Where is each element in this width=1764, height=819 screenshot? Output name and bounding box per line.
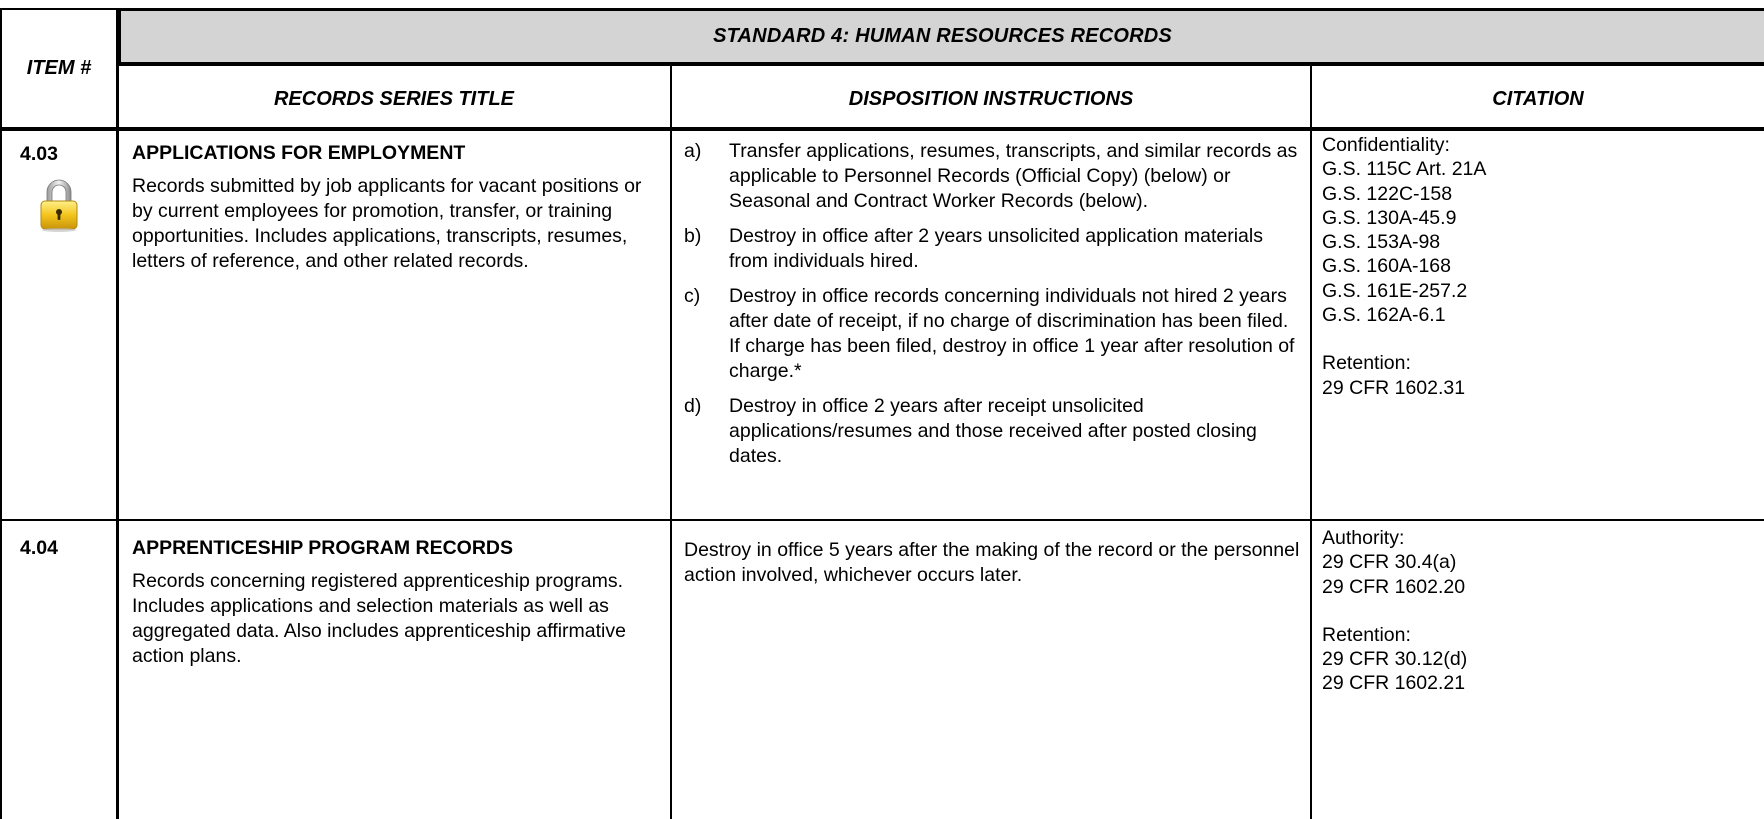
disposition-item: [684, 284, 1304, 384]
item-number: 4.03: [20, 143, 58, 165]
citation-line: 29 CFR 30.12(d): [1322, 648, 1468, 671]
citation-line: G.S. 162A-6.1: [1322, 304, 1446, 327]
records-series-cell: [132, 141, 660, 274]
column-divider: [1310, 66, 1312, 819]
citation-header: CITATION: [1492, 87, 1584, 110]
records-series-title-header: RECORDS SERIES TITLE: [273, 87, 515, 110]
disposition-letter: d): [684, 395, 702, 417]
table-border-top: [0, 8, 118, 10]
item-number: 4.04: [20, 537, 58, 559]
citation-label: Retention:: [1322, 623, 1411, 646]
disposition-item: [684, 224, 1304, 274]
citation-line: G.S. 161E-257.2: [1322, 279, 1468, 302]
disposition-text: Destroy in office records concerning individuals not hired 2 years after date of receipt, if no charge of discrimination has been filed. If charge has been filed, destroy in office 1 year after resolution of charge.*: [729, 285, 1295, 382]
citation-line: G.S. 153A-98: [1322, 231, 1441, 254]
citation-line: G.S. 130A-45.9: [1322, 206, 1457, 229]
citation-label: Authority:: [1322, 527, 1405, 549]
disposition-text: Transfer applications, resumes, transcripts, and similar records as applicable to Personnel Records (Official Copy) (below) or Seasonal and Contract Worker Records (below).: [729, 140, 1298, 212]
citation-line: 29 CFR 30.4(a): [1322, 551, 1457, 574]
row-divider: [0, 519, 1764, 521]
disposition-instructions-cell: [684, 139, 1304, 479]
disposition-letter: c): [684, 285, 701, 307]
citation-cell: [1322, 133, 1758, 400]
citation-line: G.S. 122C-158: [1322, 182, 1453, 205]
disposition-letter: a): [684, 140, 702, 162]
disposition-instructions-header: DISPOSITION INSTRUCTIONS: [848, 87, 1134, 110]
records-series-description: Records concerning registered apprenticeship programs. Includes applications and selection materials as well as aggregated data. Also includes apprenticeship affirmative action plans.: [132, 570, 626, 667]
column-divider: [670, 66, 672, 819]
disposition-item: [684, 394, 1304, 469]
standard-title: STANDARD 4: HUMAN RESOURCES RECORDS: [713, 25, 1172, 47]
citation-line: G.S. 115C Art. 21A: [1322, 158, 1487, 181]
citation-cell: [1322, 526, 1758, 696]
item-number-header: ITEM #: [26, 56, 92, 79]
records-series-description: Records submitted by job applicants for vacant positions or by current employees for promotion, transfer, or training opportunities. Includes applications, transcripts, resumes, letters of reference, and other related records.: [132, 175, 642, 272]
records-series-cell: [132, 536, 660, 669]
standard-header: [118, 8, 1764, 66]
lock-icon: [38, 176, 80, 232]
disposition-text: Destroy in office after 2 years unsolicited application materials from individuals hired.: [729, 225, 1263, 272]
disposition-instructions-cell: [684, 538, 1304, 588]
disposition-item: [684, 139, 1304, 214]
citation-line: 29 CFR 1602.21: [1322, 672, 1466, 695]
citation-line: 29 CFR 1602.31: [1322, 376, 1466, 399]
disposition-text: Destroy in office 2 years after receipt unsolicited applications/resumes and those received after posted closing dates.: [729, 395, 1257, 467]
disposition-letter: b): [684, 225, 702, 247]
citation-line: G.S. 160A-168: [1322, 255, 1451, 278]
records-series-title: APPRENTICESHIP PROGRAM RECORDS: [132, 537, 514, 559]
citation-label: Confidentiality:: [1322, 134, 1450, 156]
citation-line: 29 CFR 1602.20: [1322, 575, 1466, 598]
header-bottom-rule: [0, 127, 1764, 131]
disposition-text: Destroy in office 5 years after the making of the record or the personnel action involved, whichever occurs later.: [684, 539, 1300, 586]
records-series-title: APPLICATIONS FOR EMPLOYMENT: [132, 142, 466, 164]
citation-label: Retention:: [1322, 352, 1411, 375]
